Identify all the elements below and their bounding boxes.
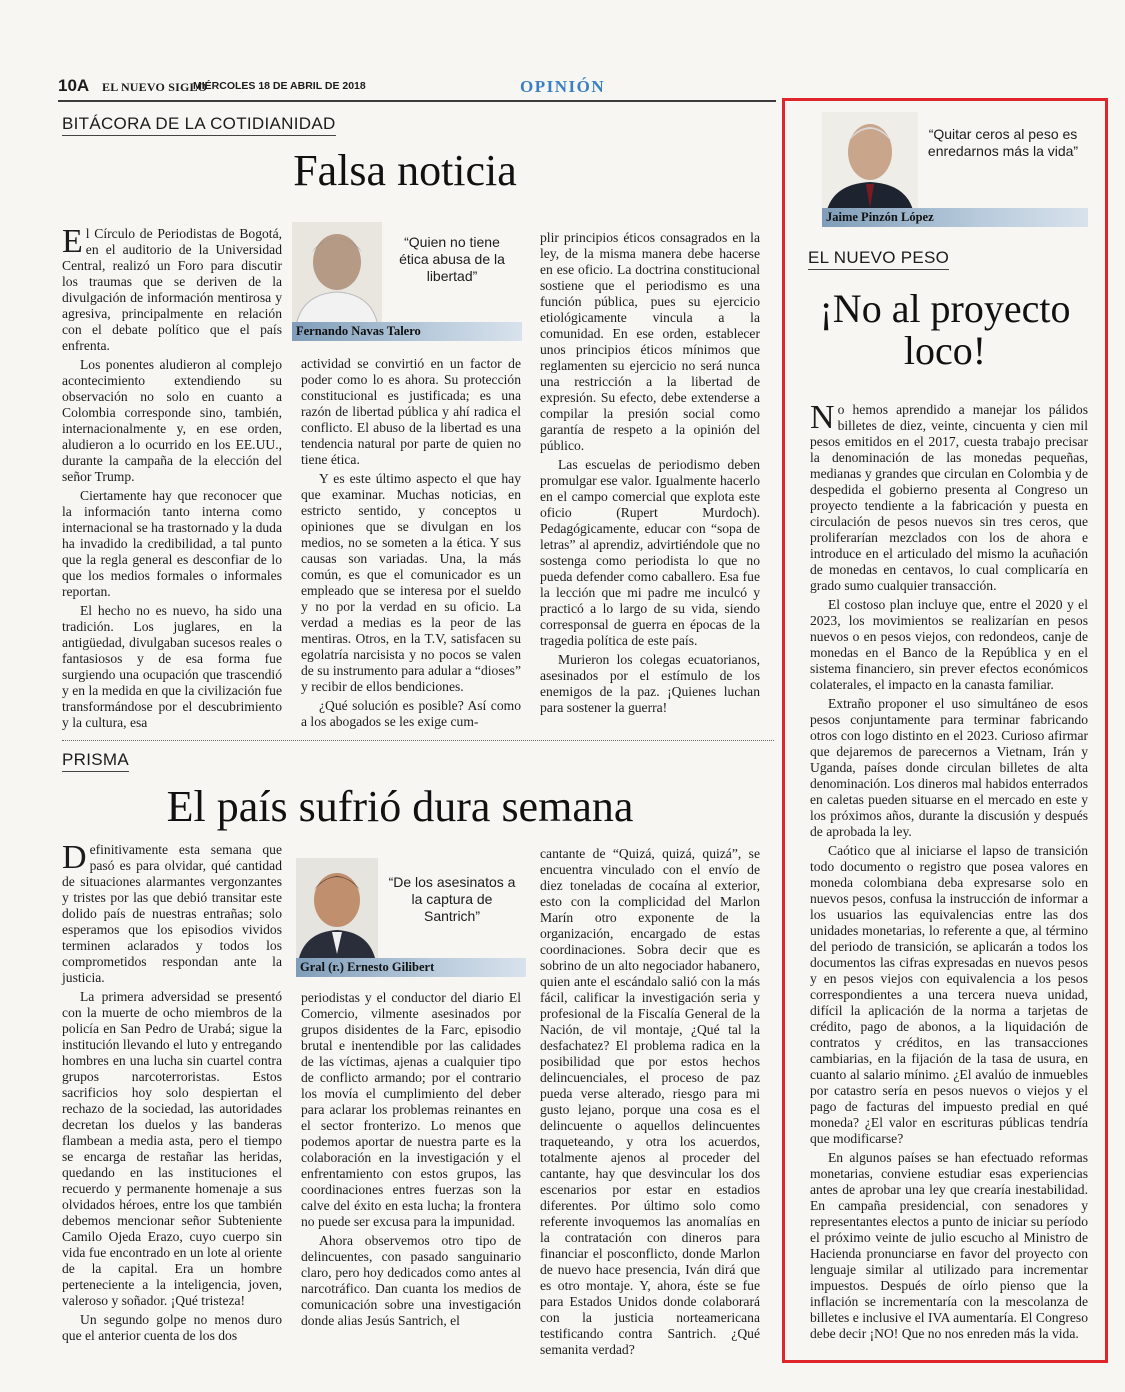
article2-column-1 <box>62 839 282 1347</box>
author-photo-icon <box>296 858 378 962</box>
article2-paragraph: periodistas y el conductor del diario El Comercio, vilmente asesinados por grupos disidentes de la Farc, episodio brutal e inentendible por las calidades de las víctimas, ajenas a cualquier tipo de conflicto armando; por el contrario los movía el cumplimiento del deber para aclarar los problemas reinantes en el sector fronterizo. Lo menos que podemos aportar de nuestra parte es la colaboración en la investigación y el enfrentamiento con estos grupos, las coordinaciones entres fuerzas son la calve del éxito en esta lucha; la frontera no puede ser excusa para la impunidad. <box>301 990 521 1229</box>
article1-paragraph: Las escuelas de periodismo deben promulgar ese valor. Igualmente hacerlo en el campo comercial que explota este oficio (Rupert Murdoch). Pedagógicamente, educar con “sopa de letras” al aprendiz, advirtiéndole que no sostenga como periodista lo que no pueda defender como caballero. Esa fue la lección que mi padre me inculcó y practicó a lo largo de su vida, siendo corresponsal de guerra en épocas de la tragedia política de este país. <box>540 457 760 648</box>
author-photo-icon <box>822 112 918 214</box>
article-divider <box>62 740 774 741</box>
article1-paragraph: l Círculo de Periodistas de Bogotá, en el auditorio de la Universidad Central, realizó un Foro para discutir los traumas que se deriven de la divulgación de información mentirosa y agresiva, principalmente en relación con el debate político que el país enfrenta. <box>62 226 282 353</box>
article1-paragraph: plir principios éticos consagrados en la ley, de la misma manera debe hacerse en ese oficio. La doctrina constitucional sostiene que el periodismo es una función pública, pues su ejercicio etiológicamente vincula a la comunidad. En ese orden, establecer unos principios éticos mínimos que reglamenten su ejercicio no será nunca una restricción a la libertad de expresión. Su efecto, debe extenderse a compilar la presión social como garantía de respeto a la opinión del público. <box>540 230 760 453</box>
article1-paragraph: Murieron los colegas ecuatorianos, asesinados por el estímulo de los enemigos de la paz. ¡Quienes luchan para sostener la guerra! <box>540 652 760 715</box>
article1-paragraph: Ciertamente hay que reconocer que la información tanto interna como internacional se ha trastornado y la duda ha invadido la credibilidad, a tal punto que la regla general es desconfiar de lo que los medios formales o informales reportan. <box>62 488 282 599</box>
header-rule <box>58 100 776 102</box>
article1-paragraph: ¿Qué solución es posible? Así como a los abogados se les exige cum- <box>301 698 521 729</box>
article2-author-box <box>296 858 524 976</box>
article3-paragraph: Extraño proponer el uso simultáneo de esos pesos conjuntamente para terminar fabricando otros con logo distinto en el 2023. Curioso afirmar que dejaremos de parecernos a Vietnam, Irán y Uganda, países donde circulan billetes de alta denominación. Los dineros mal habidos enterrados en caletas pueden situarse en el mercado en este y los próximos años, durante la discusión y después de aprobada la ley. <box>810 696 1088 839</box>
article3-paragraph: El costoso plan incluye que, entre el 2020 y el 2023, los movimientos se realizarían en pesos nuevos o en pesos viejos, con redondeos, canje de monedas en el Banco de la República y en el sistema financiero, sin prever efectos económicos colaterales, el impacto en la canasta familiar. <box>810 597 1088 692</box>
article1-paragraph: actividad se convirtió en un factor de poder como lo es ahora. Su protección constitucional es justificada; es una razón de libertad pública y ahí radica el conflicto. El abuso de la libertad es una tendencia natural por parte de quien no tiene ética. <box>301 356 521 467</box>
article2-paragraph: Un segundo golpe no menos duro que el anterior cuenta de los dos <box>62 1312 282 1343</box>
article3-column <box>810 399 1088 1345</box>
page-number: 10A <box>58 76 90 95</box>
article1-pull-quote: “Quien no tiene ética abusa de la libertad” <box>399 234 505 284</box>
article1-paragraph: El hecho no es nuevo, ha sido una tradición. Los juglares, en la antigüedad, divulgaban sucesos reales o fantasiosos y de esa forma fue surgiendo una ocupación que trascendió y en la medida en que la civilización fue transformándose por el descubrimiento y la cultura, esa <box>62 603 282 730</box>
issue-date: MIÉRCOLES 18 DE ABRIL DE 2018 <box>193 80 366 92</box>
article3-paragraph: o hemos aprendido a manejar los pálidos billetes de diez, veinte, cincuenta y cien mil pesos emitidos en el 2017, cuesta trabajo precisar la denominación de las monedas pequeñas, medianas y grandes que circulan en Colombia y de despedida el gobierno presenta al Congreso un proyecto tendiente a la fabricación y puesta en circulación de pesos nuevos sin tres ceros, que proliferarían mezclados con los de ahora e introduce en el articulado del mismo la acuñación de monedas en centavos, lo cual complicaría en grado sumo cualquier transacción. <box>810 402 1088 593</box>
article1-paragraph: Los ponentes aludieron al complejo acontecimiento extendiendo su observación no solo en cuanto a Colombia corresponde sino, también, internacionalmente y, en ese orden, aludieron a lo ocurrido en los EE.UU., durante la campaña de la elección del señor Trump. <box>62 357 282 484</box>
article3-dropcap: N <box>810 399 835 436</box>
article2-paragraph: cantante de “Quizá, quizá, quizá”, se encuentra vinculado con el envío de diez toneladas de cocaína al exterior, esto con la complicidad del Marlon Marín otro exponente de la organización, encargado de estas coordinaciones. Sobra decir que es sobrino de un alto negociador habanero, quien ante el escándalo salió con la más fácil, calificar la investigación seria y profesional de la Fiscalía General de la Nación, de vil montaje, ¿Qué tal la desfachatez? El problema radica en la posibilidad que por estos hechos delincuenciales, el proceso de paz pueda verse alterado, riesgo para mi gusto lejano, porque una cosa es el delincuente o aquellos delincuentes traqueteando, y otra los acuerdos, totalmente ajenos al proceder del cantante, hay que desvincular los dos escenarios por estar en estadios diferentes. Por último solo como referente invoquemos las anomalías en la contratación con dineros para financiar el posconflicto, donde Marlon de nuevo hace presencia, Iván dirá que es otro montaje. Y, ahora, éste se fue para Estados Unidos donde colaborará con la justicia norteamericana testificando contra Santrich. ¿Qué semanita verdad? <box>540 846 760 1357</box>
section-title: OPINIÓN <box>520 77 606 96</box>
article2-section-label: PRISMA <box>62 750 129 772</box>
article1-column-1 <box>62 223 282 734</box>
article3-section-label: EL NUEVO PESO <box>808 248 949 270</box>
article3-headline: ¡No al proyecto loco! <box>819 286 1071 373</box>
article2-column-3 <box>540 846 760 1361</box>
article1-dropcap: E <box>62 223 83 260</box>
article1-column-3 <box>540 230 760 719</box>
article3-author-box <box>822 112 1088 230</box>
article3-paragraph: Caótico que al iniciarse el lapso de transición todo documento o registro que posea valores en moneda colombiana deba expresarse solo en nuevos pesos, confusa la instrucción de informar a los usuarios las equivalencias entre las dos unidades monetarias, lo referente a que, al término del periodo de transición, se aplicarán a todos los documentos las cifras expresadas en nuevos pesos y en pesos viejos con equivalencia a los pesos correspondientes a una tercera nueva unidad, difícil la aplicación de la norma a tarjetas de crédito, pago de abonos, a la liquidación de contratos y créditos, en las transacciones cambiarias, en la fijación de la tasa de usura, en cuanto al salario mínimo. ¿El avalúo de inmuebles por catastro sería en pesos nuevos o viejos y el pago de facturas del impuesto predial en qué moneda? ¿El valor en escrituras públicas tendría que modificarse? <box>810 843 1088 1146</box>
article1-headline: Falsa noticia <box>293 146 517 195</box>
article2-dropcap: D <box>62 839 87 876</box>
article2-headline: El país sufrió dura semana <box>166 782 634 831</box>
newspaper-name: EL NUEVO SIGLO <box>102 80 208 94</box>
article1-author-box <box>292 222 520 340</box>
article2-paragraph: efinitivamente esta semana que pasó es para olvidar, qué cantidad de situaciones alarmantes vergonzantes y tristes por las que debió transitar este dolido país de nuestras entrañas; solo esperamos que los episodios vividos terminen aclarados y todos los comprometidos respondan ante la justicia. <box>62 842 282 985</box>
article3-author-name: Jaime Pinzón López <box>822 208 1088 227</box>
article2-column-2 <box>301 990 521 1332</box>
article1-paragraph: Y es este último aspecto el que hay que examinar. Muchas noticias, en estricto sentido, y conceptos u opiniones que se divulgan en los medios, no se someten a la ética. Y sus causas son variadas. Una, la más común, es que el comunicador es un empleado que se interesa por el sueldo y no por la verdad en su oficio. La verdad a medias es la peor de las mentiras. Otros, en la T.V, satisfacen su egolatría narcisista y no pocos se valen de su instrumento para adular a “dioses” y recibir de ellos bendiciones. <box>301 471 521 694</box>
article1-section-label: BITÁCORA DE LA COTIDIANIDAD <box>62 114 336 136</box>
article1-column-2 <box>301 356 521 733</box>
article3-paragraph: En algunos países se han efectuado reformas monetarias, conviene estudiar esas experiencias antes de aprobar una ley que crearía inestabilidad. En campaña presidencial, con senadores y representantes electos a punto de iniciar su período el próximo veinte de julio escucho al Ministro de Hacienda pronunciarse en favor del proyecto con lenguaje similar al utilizado para incrementar impuestos. Después de oírlo pienso que la inflación se incrementaría con la mescolanza de billetes e inclusive el IVA aumentaría. El Congreso debe decir ¡NO! Que no nos enreden más la vida. <box>810 1150 1088 1341</box>
article2-paragraph: La primera adversidad se presentó con la muerte de ocho miembros de la policía en San Pedro de Urabá; sigue la institución llevando el luto y entregando hombres en una lucha sin cuartel contra grupos narcoterroristas. Estos sacrificios hoy solo despiertan el rechazo de la sociedad, las autoridades decretan los duelos y las banderas flambean a media asta, pero el tiempo se encarga de restañar las heridas, quedando en las instituciones el recuerdo y permanente homenaje a sus olvidados héroes, entre los que también debemos mencionar señor Subteniente Camilo Ojeda Erazo, cuyo cuerpo sin vida fue encontrado en un lote al oriente de la capital. Era un hombre perteneciente a la inteligencia, joven, valeroso y soñador. ¡Qué tristeza! <box>62 989 282 1308</box>
article2-pull-quote: “De los asesinatos a la captura de Santrich” <box>388 874 516 924</box>
article2-author-name: Gral (r.) Ernesto Gilibert <box>296 958 526 977</box>
article1-author-name: Fernando Navas Talero <box>292 322 522 341</box>
article3-pull-quote: “Quitar ceros al peso es enredarnos más la vida” <box>927 126 1079 159</box>
author-photo-icon <box>292 222 382 326</box>
article2-paragraph: Ahora observemos otro tipo de delincuentes, con pasado sanguinario claro, pero hoy dedicados como antes al narcotráfico. Dan cuanta los medios de comunicación sobre una investigación donde alias Jesús Santrich, el <box>301 1233 521 1328</box>
